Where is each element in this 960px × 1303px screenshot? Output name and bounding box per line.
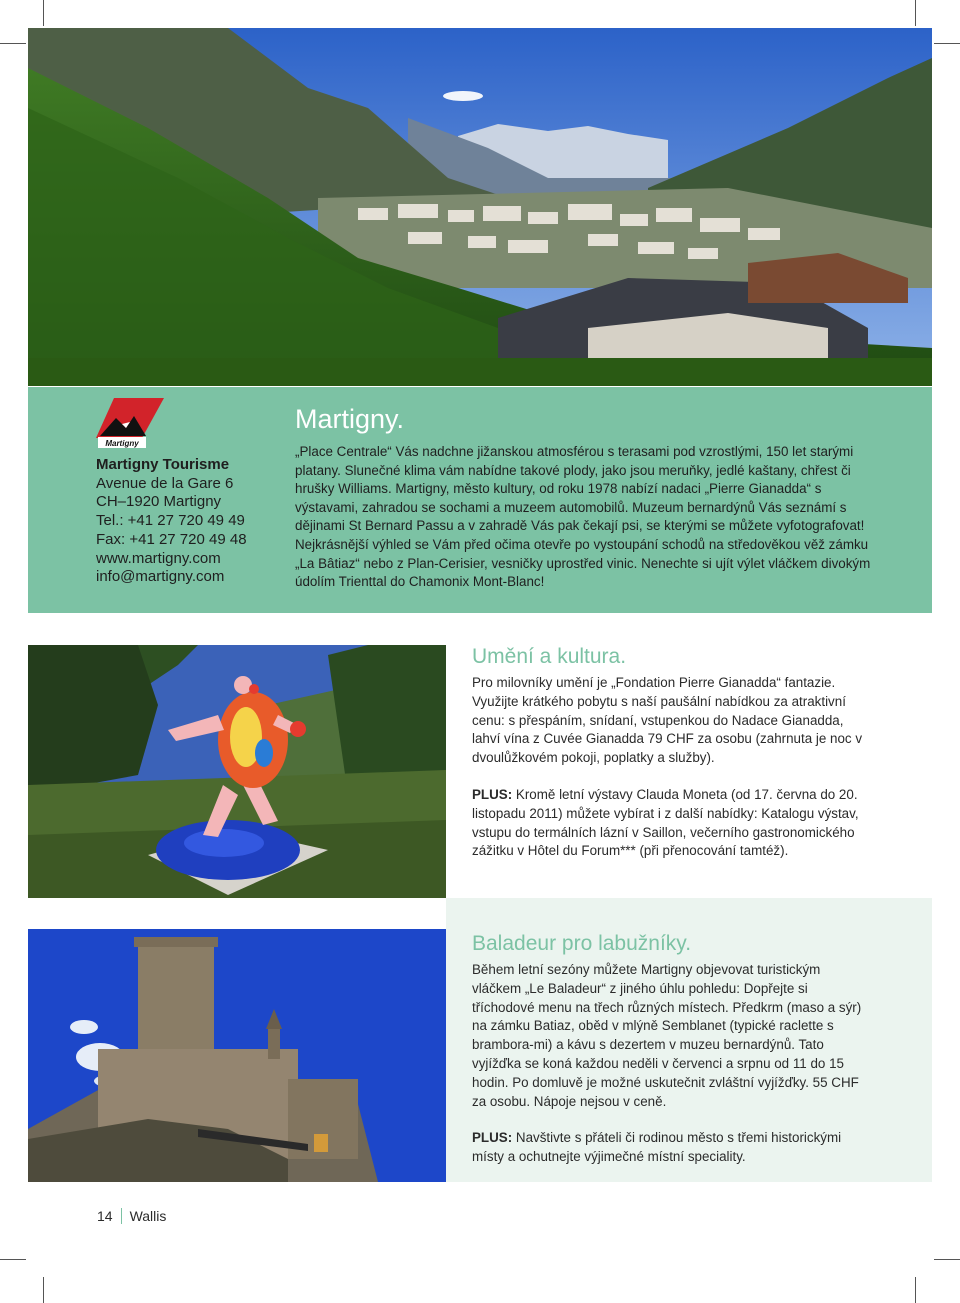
crop-mark — [915, 0, 916, 26]
art-culture-title: Umění a kultura. — [472, 645, 627, 668]
baladeur-plus-paragraph — [472, 1129, 867, 1167]
art-culture-text: Pro milovníky umění je „Fondation Pierre Gianadda“ fantazie. Využijte krátkého pobytu s naší paušální nabídkou za atraktivní cenu: s přespáním, snídaní, vstupenkou do Nadace Gianadda, lahví vína z Cuvée Gianadda 79 CHF za osobu (zahrnuta je noc v dvoulůžkovém pokoji, poplatky a služby). — [472, 675, 863, 766]
crop-mark — [43, 1277, 44, 1303]
crop-mark — [0, 1259, 26, 1260]
contact-tel[interactable]: Tel.: +41 27 720 49 49 — [96, 512, 245, 530]
crop-mark — [43, 0, 44, 26]
page-footer — [97, 1208, 166, 1224]
baladeur-text: Během letní sezóny můžete Martigny objevovat turistickým vláčkem „Le Baladeur“ z jiného úhlu pohledu: Dopřejte si tříchodové menu na třech různých místech. Předkrm (maso a sýr) na zámku Batiaz, oběd v mlýně Semblanet (typické raclette s brambora-mi) a kávu s dezertem v muzeu bernardýnů. Tato vyjížďka se koná každou neděli v červenci a srpnu od 11 do 15 hodin. Po domluvě je možné uskutečnit zvláštní vyjížďky. 55 CHF za osobu. Nápoje nejsou v ceně. — [472, 962, 862, 1109]
castle-batiaz-photo — [28, 929, 446, 1182]
crop-mark — [0, 43, 26, 44]
hero-photo-martigny-valley — [28, 28, 932, 386]
contact-street: Avenue de la Gare 6 — [96, 474, 234, 492]
intro-text: „Place Centrale“ Vás nadchne jižanskou atmosférou s terasami pod vzrostlými, 150 let starými platany. Slunečné klima vám nabídne takové plody, jako jsou meruňky, jedlé kaštany, chřest či hrušky Williams. Martigny, město kultury, od roku 1978 nabízí nadaci „Pierre Gianadda“ s výstavami, zahradou se sochami a muzeem automobilů. Muzeum bernardýnů Vás seznámí s dějinami St Bernard Passu a v zahradě Vás pak čekají psi, se kterými se můžete vyfotografovat! Nejkrásnější výhled se Vám před očima otevře po vystoupání schodů na středověkou věž zámku „La Bâtiaz“ nebo z Plan-Cerisier, vesničky uprostřed vinic. Nenechte si ujít výlet vláčkem divokým údolím Trienttal do Chamonix Mont-Blanc! — [295, 444, 871, 590]
plus-label: PLUS: — [472, 786, 513, 802]
crop-mark — [934, 43, 960, 44]
contact-org: Martigny Tourisme — [96, 456, 230, 473]
art-plus-text: Kromě letní výstavy Clauda Moneta (od 17. června do 20. listopadu 2011) můžete vybírat i z další nabídky: Katalogu výstav, vstupu do termálních lázní v Saillon, večerního gastronomického zážitku v Hôtel du Forum*** (při přenocování tamtéž). — [472, 786, 859, 859]
logo-text: Martigny — [105, 439, 139, 448]
crop-mark — [915, 1277, 916, 1303]
contact-city: CH–1920 Martigny — [96, 493, 222, 511]
contact-email-link[interactable]: info@martigny.com — [96, 568, 225, 586]
art-plus-paragraph — [472, 786, 867, 861]
contact-web-link[interactable]: www.martigny.com — [96, 549, 221, 567]
intro-title: Martigny. — [295, 404, 405, 434]
art-culture-section — [472, 645, 867, 861]
sculpture-photo — [28, 645, 446, 898]
baladeur-section — [472, 932, 867, 1167]
intro-band — [28, 387, 932, 613]
plus-label: PLUS: — [472, 1130, 513, 1146]
page-number: 14 — [97, 1208, 113, 1224]
footer-divider — [121, 1208, 122, 1224]
crop-mark — [934, 1259, 960, 1260]
baladeur-plus-text: Navštivte s přáteli či rodinou město s třemi historickými místy a ochutnejte výjimečné místní speciality. — [472, 1130, 842, 1165]
baladeur-title: Baladeur pro labužníky. — [472, 932, 692, 955]
contact-block — [96, 456, 286, 587]
footer-region: Wallis — [129, 1208, 167, 1224]
martigny-logo — [96, 398, 164, 450]
contact-fax: Fax: +41 27 720 49 48 — [96, 530, 247, 548]
